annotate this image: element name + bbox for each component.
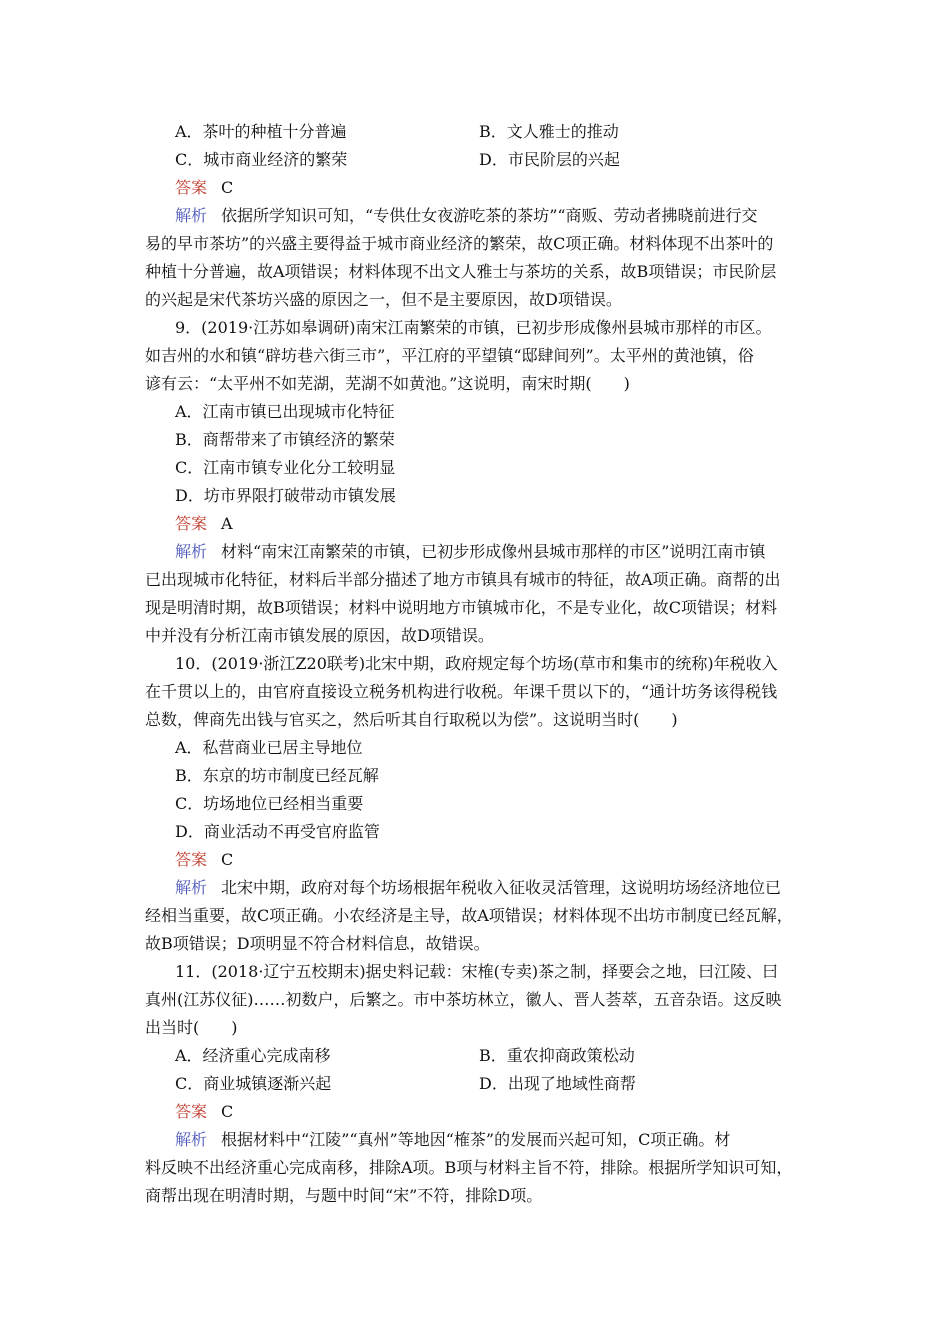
answer-value: C [221,178,234,197]
q9-analysis-line: 现是明清时期，故B项错误；材料中说明地方市镇城市化，不是专业化，故C项错误；材料 [145,598,778,617]
q8-option-d: D．市民阶层的兴起 [479,150,620,169]
q11-analysis-line: 商帮出现在明清时期，与题中时间“宋”不符，排除D项。 [145,1186,543,1205]
q9-stem-line: 如吉州的水和镇“辟坊巷六街三市”，平江府的平望镇“邸肆间列”。太平州的黄池镇，俗 [145,346,754,365]
q8-options-row-2 [145,146,810,174]
analysis-text: 依据所学知识可知，“专供仕女夜游吃茶的茶坊”“商贩、劳动者拂晓前进行交 [221,206,758,225]
q9-stem-line: 谚有云：“太平州不如芜湖，芜湖不如黄池。”这说明，南宋时期( ) [145,374,630,393]
q10-option-a: A．私营商业已居主导地位 [175,738,363,757]
q11-options-row-1 [145,1042,810,1070]
analysis-text: 材料“南宋江南繁荣的市镇，已初步形成像州县城市那样的市区”说明江南市镇 [221,542,766,561]
q8-answer [145,174,810,202]
q11-analysis-line: 料反映不出经济重心完成南移，排除A项。B项与材料主旨不符，排除。根据所学知识可知， [145,1158,793,1177]
answer-value: A [221,514,233,533]
q10-answer [145,846,810,874]
analysis-label: 解析 [175,878,208,897]
q11-options-row-2 [145,1070,810,1098]
analysis-label: 解析 [175,542,208,561]
answer-value: C [221,1102,234,1121]
analysis-text: 根据材料中“江陵”“真州”等地因“榷茶”的发展而兴起可知，C项正确。材 [221,1130,731,1149]
q9-option-d: D．坊市界限打破带动市镇发展 [175,486,396,505]
q11-stem-line: 出当时( ) [145,1018,238,1037]
q10-analysis-line: 经相当重要，故C项正确。小农经济是主导，故A项错误；材料体现不出坊市制度已经瓦解， [145,906,793,925]
q10-stem-line: 10．(2019·浙江Z20联考)北宋中期，政府规定每个坊场(草市和集市的统称)年税收入 [175,654,778,673]
answer-label: 答案 [175,850,208,869]
q8-options-row-1 [145,118,810,146]
answer-label: 答案 [175,1102,208,1121]
q10-analysis-line: 故B项错误；D项明显不符合材料信息，故错误。 [145,934,490,953]
q10-analysis-line [145,874,810,902]
answer-label: 答案 [175,514,208,533]
q9-option-a: A．江南市镇已出现城市化特征 [175,402,395,421]
answer-value: C [221,850,234,869]
q8-analysis-line [145,202,810,230]
q11-option-d: D．出现了地域性商帮 [479,1074,636,1093]
q11-option-c: C．商业城镇逐渐兴起 [175,1074,332,1093]
q9-analysis-line: 已出现城市化特征，材料后半部分描述了地方市镇具有城市的特征，故A项正确。商帮的出 [145,570,781,589]
q9-answer [145,510,810,538]
q11-stem-line: 真州(江苏仪征)……初数户，后繁之。市中茶坊林立，徽人、晋人荟萃，五音杂语。这反映 [145,990,782,1009]
q10-option-b: B．东京的坊市制度已经瓦解 [175,766,379,785]
q11-option-a: A．经济重心完成南移 [175,1046,331,1065]
q10-stem-line: 在千贯以上的，由官府直接设立税务机构进行收税。年课千贯以下的，“通计坊务该得税钱 [145,682,778,701]
q8-analysis-line: 种植十分普遍，故A项错误；材料体现不出文人雅士与茶坊的关系，故B项错误；市民阶层 [145,262,777,281]
q10-option-d: D．商业活动不再受官府监管 [175,822,380,841]
q11-analysis-line [145,1126,810,1154]
q8-analysis-line: 的兴起是宋代茶坊兴盛的原因之一，但不是主要原因，故D项错误。 [145,290,622,309]
analysis-label: 解析 [175,206,208,225]
q11-stem-line: 11．(2018·辽宁五校期末)据史料记载：宋榷(专卖)茶之制，择要会之地，曰江陵、曰 [175,962,779,981]
q11-answer [145,1098,810,1126]
q10-option-c: C．坊场地位已经相当重要 [175,794,364,813]
q8-option-a: A．茶叶的种植十分普遍 [175,122,347,141]
q10-stem-line: 总数，俾商先出钱与官买之，然后听其自行取税以为偿”。这说明当时( ) [145,710,678,729]
q11-option-b: B．重农抑商政策松动 [479,1046,635,1065]
q9-analysis-line [145,538,810,566]
q9-option-b: B．商帮带来了市镇经济的繁荣 [175,430,395,449]
q8-option-b: B．文人雅士的推动 [479,122,619,141]
analysis-text: 北宋中期，政府对每个坊场根据年税收入征收灵活管理，这说明坊场经济地位已 [221,878,782,897]
document-page [145,118,810,1210]
answer-label: 答案 [175,178,208,197]
q8-analysis-line: 易的早市茶坊”的兴盛主要得益于城市商业经济的繁荣，故C项正确。材料体现不出茶叶的 [145,234,774,253]
analysis-label: 解析 [175,1130,208,1149]
q9-stem-line: 9．(2019·江苏如皋调研)南宋江南繁荣的市镇，已初步形成像州县城市那样的市区。 [175,318,772,337]
q8-option-c: C．城市商业经济的繁荣 [175,150,348,169]
q9-analysis-line: 中并没有分析江南市镇发展的原因，故D项错误。 [145,626,494,645]
q9-option-c: C．江南市镇专业化分工较明显 [175,458,396,477]
